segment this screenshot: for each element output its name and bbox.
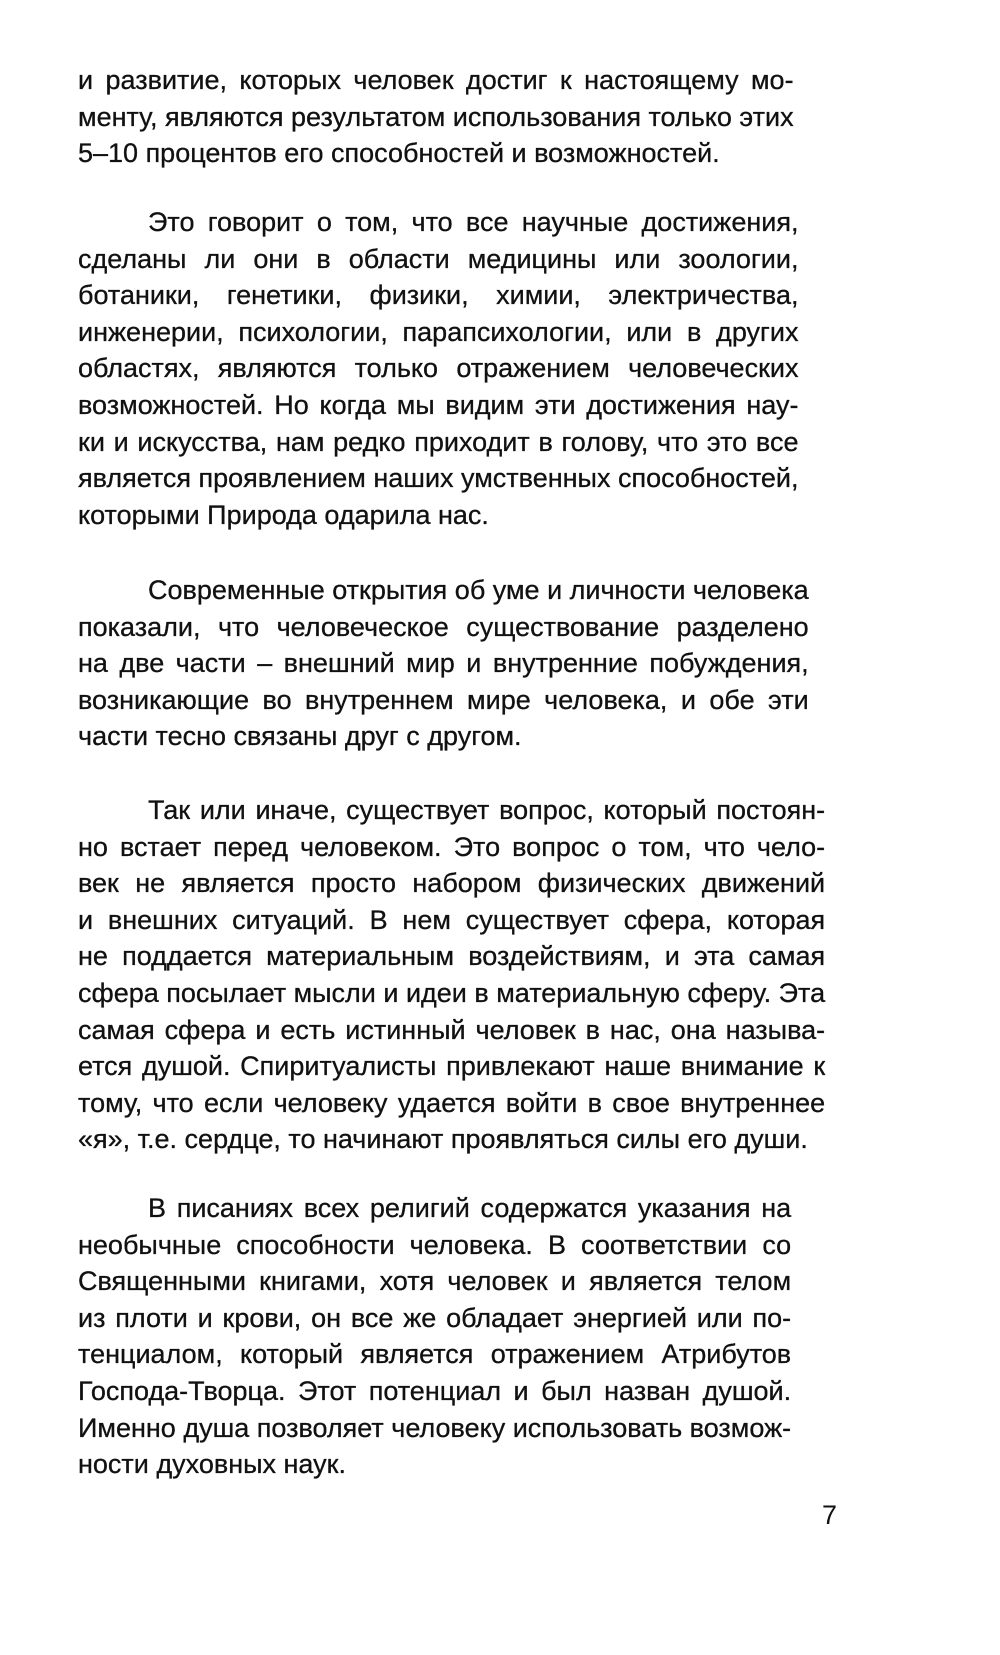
text-line: не поддается материальным воздействиям, и эта самая bbox=[78, 941, 826, 972]
text-line: В писаниях всех религий содержатся указания на bbox=[148, 1193, 792, 1223]
text-line: Священными книгами, хотя человек и является телом bbox=[78, 1266, 792, 1297]
text-line: является проявлением наших умственных способностей, bbox=[78, 463, 799, 494]
text-line: ности духовных наук. bbox=[78, 1449, 346, 1480]
text-line: Современные открытия об уме и личности человека bbox=[148, 575, 809, 605]
text-line: на две части – внешний мир и внутренние побуждения, bbox=[78, 648, 809, 679]
text-line: «я», т.е. сердце, то начинают проявляться силы его души. bbox=[78, 1124, 808, 1155]
text-line: части тесно связаны друг с другом. bbox=[78, 721, 522, 752]
text-line: которыми Природа одарила нас. bbox=[78, 499, 489, 530]
paragraph-5 bbox=[78, 1190, 791, 1483]
text-line: инженерии, психологии, парапсихологии, или в других bbox=[78, 316, 799, 347]
text-line: и развитие, которых человек достиг к настоящему мо- bbox=[78, 65, 794, 95]
text-line: Именно душа позволяет человеку использовать возмож- bbox=[78, 1412, 792, 1443]
text-line: необычные способности человека. В соответствии со bbox=[78, 1229, 792, 1260]
text-line: возникающие во внутреннем мире человека, и обе эти bbox=[78, 684, 809, 715]
paragraph-3 bbox=[78, 572, 809, 755]
text-line: ки и искусства, нам редко приходит в голову, что это все bbox=[78, 426, 799, 457]
text-line: Это говорит о том, что все научные достижения, bbox=[148, 207, 799, 237]
page-number: 7 bbox=[822, 1500, 838, 1530]
text-line: век не является просто набором физических движений bbox=[78, 868, 826, 899]
text-line: областях, являются только отражением человеческих bbox=[78, 353, 799, 384]
paragraph-2 bbox=[78, 204, 798, 533]
paragraph-1 bbox=[78, 62, 794, 172]
paragraph-4 bbox=[78, 792, 825, 1158]
text-line: сфера посылает мысли и идеи в материальную сферу. Эта bbox=[78, 977, 826, 1008]
text-line: показали, что человеческое существование разделено bbox=[78, 611, 809, 642]
text-line: ботаники, генетики, физики, химии, электричества, bbox=[78, 280, 799, 311]
text-line: сделаны ли они в области медицины или зоологии, bbox=[78, 243, 799, 274]
text-line: из плоти и крови, он все же обладает энергией или по- bbox=[78, 1302, 792, 1333]
text-line: 5–10 процентов его способностей и возможностей. bbox=[78, 138, 720, 169]
text-line: менту, являются результатом использования только этих bbox=[78, 101, 794, 132]
text-line: возможностей. Но когда мы видим эти достижения нау- bbox=[78, 389, 799, 420]
text-line: ется душой. Спиритуалисты привлекают наше внимание к bbox=[78, 1051, 826, 1082]
text-line: тенциалом, который является отражением Атрибутов bbox=[78, 1339, 792, 1370]
text-line: Господа-Творца. Этот потенциал и был назван душой. bbox=[78, 1375, 792, 1406]
text-line: Так или иначе, существует вопрос, который постоян- bbox=[148, 795, 826, 825]
text-line: но встает перед человеком. Это вопрос о том, что чело- bbox=[78, 831, 826, 862]
text-line: самая сфера и есть истинный человек в нас, она называ- bbox=[78, 1014, 826, 1045]
text-line: тому, что если человеку удается войти в свое внутреннее bbox=[78, 1087, 826, 1118]
text-line: и внешних ситуаций. В нем существует сфера, которая bbox=[78, 904, 826, 935]
